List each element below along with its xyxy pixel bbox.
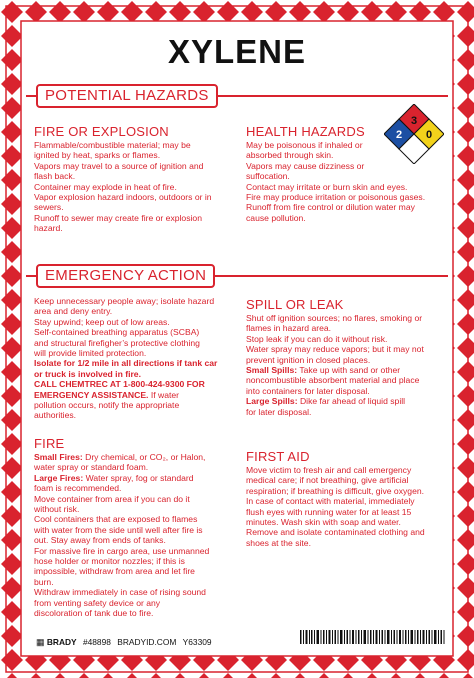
health-hazards-heading: HEALTH HAZARDS [246, 124, 365, 139]
website: BRADYID.COM [117, 637, 177, 647]
text-line: water spray or standard foam. [34, 462, 149, 473]
fire-or-explosion-text [34, 140, 244, 234]
text-line: discoloration of tank due to fire. [34, 608, 154, 619]
text-line: shoes at the site. [246, 537, 311, 548]
bold-text: Isolate for 1/2 mile in all directions if tank car [34, 358, 218, 369]
health-hazards-text [246, 140, 446, 223]
text-line: Vapor explosion hazard indoors, outdoors or in [34, 192, 212, 203]
bold-text: Large Fires: [34, 472, 84, 483]
text-line: Stay upwind; keep out of low areas. [34, 316, 170, 327]
text-line: Keep unnecessary people away; isolate hazard [34, 296, 215, 306]
text-line: into containers for later disposal. [246, 385, 370, 396]
text-fragment: Dike far ahead of liquid spill [297, 396, 406, 407]
text-line [34, 369, 244, 379]
text-line [34, 452, 244, 462]
text-line: area and deny entry. [34, 306, 113, 317]
text-line [246, 396, 450, 406]
part-number: #48898 [82, 637, 111, 647]
text-line: and structural firefigher’s protective clothing [34, 337, 200, 348]
spill-or-leak-heading: SPILL OR LEAK [246, 297, 344, 312]
text-line: In case of contact with material, immediately [246, 496, 415, 507]
text-line: Self-contained breathing apparatus (SCBA) [34, 327, 200, 338]
bold-text: CALL CHEMTREC AT 1-800-424-9300 FOR [34, 379, 205, 390]
text-line [246, 365, 450, 375]
text-line: for later disposal. [246, 406, 312, 417]
text-line: Shut off ignition sources; no flares, smoking or [246, 313, 423, 323]
text-line [34, 358, 244, 368]
text-line: Vapors may cause dizziness or [246, 160, 365, 171]
fire-text [34, 452, 244, 619]
text-line: Remove and isolate contaminated clothing and [246, 527, 425, 538]
bold-text: Large Spills: [246, 396, 298, 407]
emergency-action-text [34, 296, 244, 421]
text-line: absorbed through skin. [246, 150, 334, 161]
text-line: from venting safety device or any [34, 597, 161, 608]
nfpa-health-rating: 2 [395, 129, 403, 141]
text-line: flames in hazard area. [246, 323, 332, 334]
bold-text: Small Fires: [34, 452, 83, 462]
spill-or-leak-text [246, 313, 450, 417]
text-line: with water from the side until well after fire is [34, 524, 203, 535]
text-line: hazard. [34, 223, 63, 234]
nfpa-reactivity-rating: 0 [425, 129, 433, 141]
text-line: pollution occurs, notify the appropriate [34, 400, 180, 411]
text-line: foam is recommended. [34, 483, 122, 494]
text-line: suffocation. [246, 171, 290, 182]
fire-or-explosion-heading: FIRE OR EXPLOSION [34, 124, 169, 139]
text-fragment: Take up with sand or other [297, 365, 401, 376]
text-line [34, 473, 244, 483]
text-line: medical care; if not breathing, give artificial [246, 475, 409, 486]
text-line: Move container from area if you can do it [34, 493, 190, 504]
text-line: Withdraw immediately in case of rising sound [34, 587, 206, 598]
text-fragment: Dry chemical, or CO₂, or Halon, [82, 452, 206, 462]
text-line: Runoff to sewer may create fire or explosion [34, 212, 202, 223]
bold-text: Small Spills: [246, 365, 298, 376]
text-line: authorities. [34, 410, 77, 421]
emergency-action-label: EMERGENCY ACTION [36, 264, 215, 288]
page-title: XYLENE [167, 33, 307, 70]
text-line: For massive fire in cargo area, use unmanned [34, 545, 210, 556]
text-line [34, 390, 244, 400]
text-line: Stop leak if you can do it without risk. [246, 333, 388, 344]
footer [36, 637, 212, 648]
text-line: out. Stay away from ends of tanks. [34, 535, 166, 546]
fire-heading: FIRE [34, 436, 65, 451]
potential-hazards-label: POTENTIAL HAZARDS [36, 84, 218, 108]
first-aid-heading: FIRST AID [246, 449, 310, 464]
text-line: respiration; if breathing is difficult, give oxygen. [246, 485, 425, 496]
text-fragment: Water spray, fog or standard [83, 472, 194, 483]
text-line: will provide limited protection. [34, 348, 147, 359]
text-fragment: If water [148, 389, 180, 400]
text-line: Container may explode in heat of fire. [34, 181, 177, 192]
text-line: minutes. Wash skin with soap and water. [246, 517, 401, 528]
emergency-action-banner [26, 264, 448, 288]
brand: BRADY [46, 637, 77, 647]
nfpa-fire-rating: 3 [410, 115, 418, 127]
product-code: Y63309 [182, 637, 212, 647]
text-line: impossible, withdraw from area and let fire [34, 566, 195, 577]
barcode-icon [300, 630, 445, 644]
text-line: prevent ignition in closed places. [246, 354, 371, 365]
first-aid-text [246, 465, 450, 548]
text-line: May be poisonous if inhaled or [246, 140, 363, 150]
text-line: Water spray may reduce vapors; but it may not [246, 344, 424, 355]
bold-text: EMERGENCY ASSISTANCE. [34, 389, 149, 400]
text-line [34, 379, 244, 389]
text-line: noncombustible absorbent material and place [246, 375, 420, 386]
text-line: sewers. [34, 202, 64, 213]
text-line: Fire may produce irritation or poisonous gases. [246, 192, 426, 203]
text-line: Runoff from fire control or dilution water may [246, 202, 415, 213]
text-line: burn. [34, 576, 54, 587]
text-line: Cool containers that are exposed to flames [34, 514, 198, 525]
text-line: cause pollution. [246, 212, 306, 223]
text-line: Move victim to fresh air and call emergency [246, 465, 412, 475]
text-line: Flammable/combustible material; may be [34, 140, 191, 150]
text-line: Vapors may travel to a source of ignition and [34, 160, 204, 171]
text-line: hose holder or monitor nozzles; if this is [34, 556, 185, 567]
text-line: without risk. [34, 504, 80, 515]
text-line: ignited by heat, sparks or flames. [34, 150, 161, 161]
text-line: Contact may irritate or burn skin and eyes. [246, 181, 408, 192]
bold-text: or truck is involved in fire. [34, 368, 141, 379]
text-line: flush eyes with running water for at least 15 [246, 506, 412, 517]
brady-logo-icon: ▦ [36, 637, 45, 647]
text-line: flash back. [34, 171, 76, 182]
